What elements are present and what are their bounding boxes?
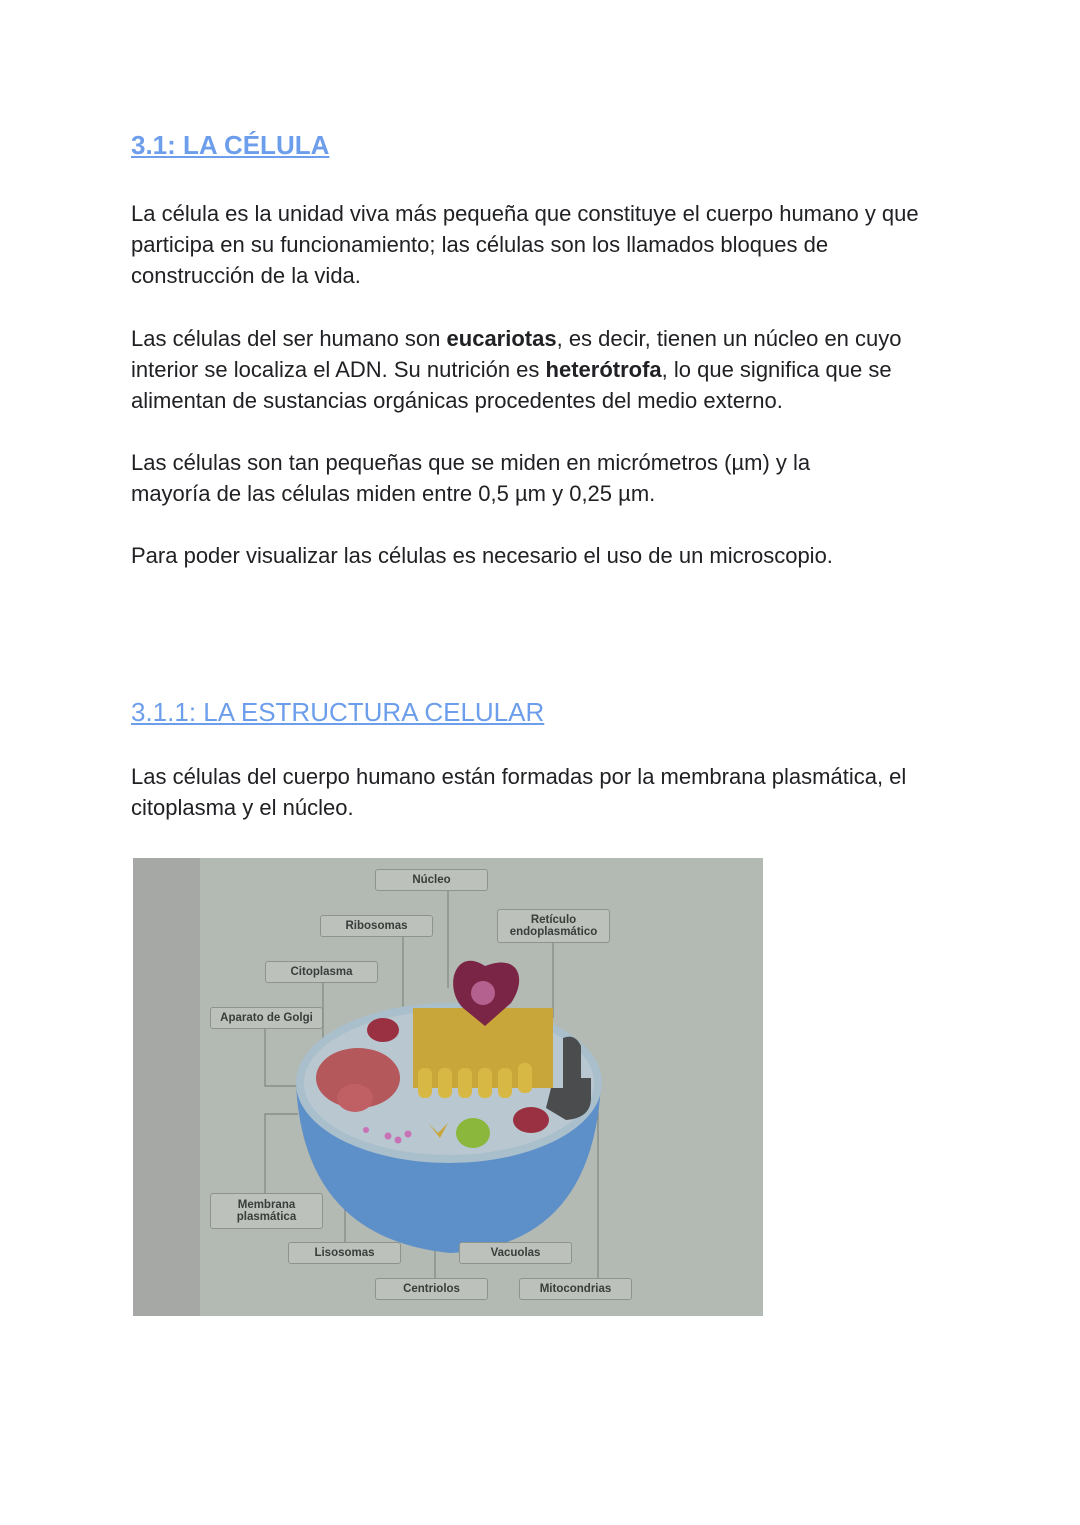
label-nucleo: Núcleo xyxy=(375,869,488,891)
text: Las células del ser humano son xyxy=(131,326,447,351)
label-citoplasma: Citoplasma xyxy=(265,961,378,983)
paragraph-microscope: Para poder visualizar las células es necesario el uso de un microscopio. xyxy=(131,543,833,568)
nucleolus xyxy=(471,981,495,1005)
mitochondrion xyxy=(513,1107,549,1133)
label-golgi: Aparato de Golgi xyxy=(210,1007,323,1029)
paragraph-intro: La célula es la unidad viva más pequeña que constituye el cuerpo humano y que participa en su funcionamiento; las células son los llamados bloques de construcción de la vida. xyxy=(131,201,919,288)
paragraph-structure: Las células del cuerpo humano están formadas por la membrana plasmática, el citoplasma y el núcleo. xyxy=(131,764,907,820)
paragraph-eukaryotes xyxy=(131,323,951,416)
subsection-title[interactable]: 3.1.1: LA ESTRUCTURA CELULAR xyxy=(131,697,545,727)
label-reticulo: Retículo endoplasmático xyxy=(497,909,610,943)
bold-term-eucariotas: eucariotas xyxy=(446,326,557,351)
vacuole xyxy=(456,1118,490,1148)
bold-term-heterotrofa: heterótrofa xyxy=(545,357,662,382)
label-lisosomas: Lisosomas xyxy=(288,1242,401,1264)
mitochondrion xyxy=(367,1018,399,1042)
paragraph-size: Las células son tan pequeñas que se miden en micrómetros (µm) y la mayoría de las células miden entre 0,5 µm y 0,25 µm. xyxy=(131,450,811,506)
cell-diagram xyxy=(133,858,763,1316)
label-vacuolas: Vacuolas xyxy=(459,1242,572,1264)
section-title[interactable]: 3.1: LA CÉLULA xyxy=(131,130,330,160)
label-mitocondrias: Mitocondrias xyxy=(519,1278,632,1300)
cell-illustration xyxy=(133,858,763,1316)
label-centriolos: Centriolos xyxy=(375,1278,488,1300)
text: , lo que significa que se alimentan de sustancias orgánicas procedentes del medio externo. xyxy=(131,357,892,413)
text: , es decir, tienen un núcleo en cuyo interior se localiza el ADN. Su nutrición es xyxy=(131,326,902,382)
label-ribosomas: Ribosomas xyxy=(320,915,433,937)
label-membrana: Membrana plasmática xyxy=(210,1193,323,1229)
